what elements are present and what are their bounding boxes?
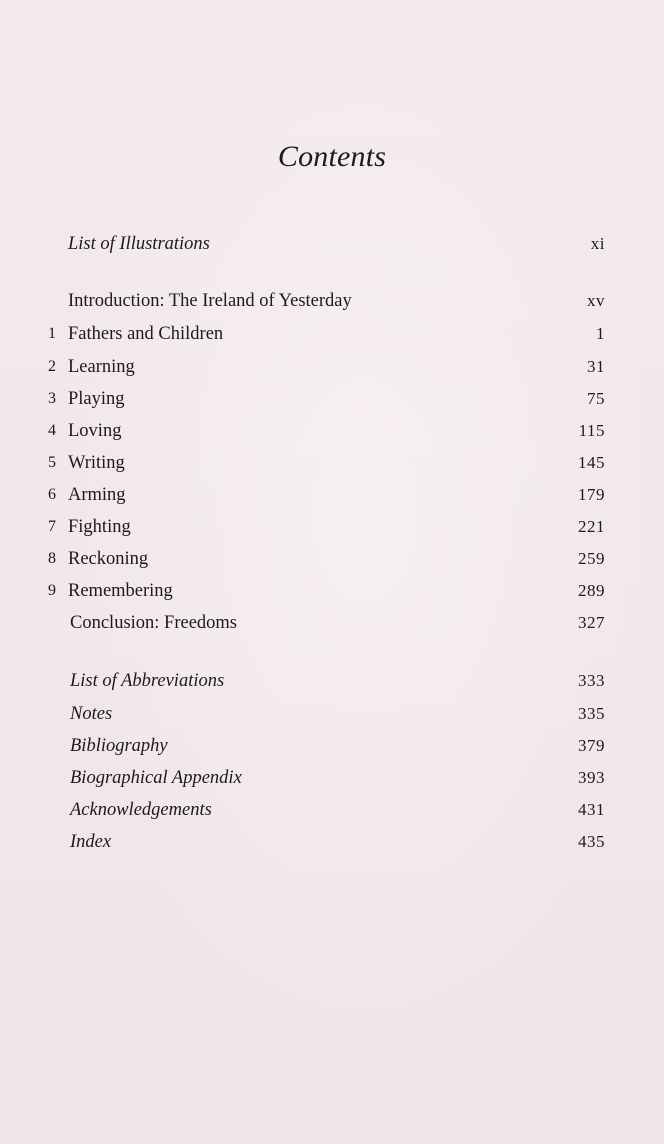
contents-title: Contents — [277, 140, 387, 173]
entry-title: Fathers and Children — [68, 324, 224, 344]
toc-entry — [48, 321, 605, 347]
entry-title: Biographical Appendix — [70, 768, 242, 788]
entry-title: Writing — [68, 453, 125, 473]
toc-entry — [48, 578, 605, 604]
toc-entry — [48, 701, 605, 727]
page-number: xi — [590, 234, 605, 253]
toc-entry — [48, 546, 605, 572]
chapter-number: 6 — [48, 486, 56, 503]
page-number: 179 — [578, 485, 605, 504]
page-number: 221 — [578, 517, 605, 536]
page-number: 333 — [578, 671, 605, 690]
toc-entry — [48, 288, 605, 314]
entry-title: Notes — [70, 704, 113, 724]
page-number: 431 — [578, 800, 605, 819]
entry-title: Remembering — [68, 581, 173, 601]
toc-entry — [48, 514, 605, 540]
toc-entry — [48, 733, 605, 759]
toc-entry — [48, 450, 605, 476]
chapter-number: 4 — [48, 422, 56, 439]
page-number: 1 — [596, 324, 605, 343]
entry-title: List of Abbreviations — [70, 671, 225, 691]
page-number: 145 — [578, 453, 605, 472]
page-number: 393 — [578, 768, 605, 787]
page-number: 289 — [578, 581, 605, 600]
entry-title: List of Illustrations — [68, 234, 210, 254]
entry-title: Loving — [68, 421, 122, 441]
toc-entry — [48, 610, 605, 636]
toc-entry — [48, 765, 605, 791]
page-number: xv — [587, 291, 605, 310]
entry-title: Reckoning — [68, 549, 149, 569]
toc-entry — [48, 797, 605, 823]
entry-title: Arming — [68, 485, 126, 505]
entry-title: Playing — [68, 389, 125, 409]
page-number: 379 — [578, 736, 605, 755]
page-number: 115 — [578, 421, 605, 440]
toc-entry — [48, 482, 605, 508]
chapter-number: 2 — [48, 358, 56, 375]
chapter-number: 7 — [48, 518, 56, 535]
chapter-number: 1 — [48, 325, 56, 342]
toc-entry — [48, 386, 605, 412]
page-number: 435 — [578, 832, 605, 851]
chapter-number: 5 — [48, 454, 56, 471]
chapter-number: 3 — [48, 390, 56, 407]
entry-title: Fighting — [68, 517, 131, 537]
entry-title: Bibliography — [70, 736, 168, 756]
chapter-number: 9 — [48, 582, 56, 599]
entry-title: Index — [70, 832, 112, 852]
entry-title: Conclusion: Freedoms — [70, 613, 238, 633]
toc-entry — [48, 231, 605, 257]
page-number: 75 — [587, 389, 605, 408]
page-number: 335 — [578, 704, 605, 723]
chapter-number: 8 — [48, 550, 56, 567]
entry-title: Acknowledgements — [70, 800, 212, 820]
toc-entry — [48, 354, 605, 380]
page-number: 259 — [578, 549, 605, 568]
toc-entry — [48, 418, 605, 444]
page-number: 31 — [587, 357, 605, 376]
page-number: 327 — [578, 613, 605, 632]
toc-entry — [48, 829, 605, 855]
toc-entry — [48, 668, 605, 694]
entry-title: Learning — [68, 357, 135, 377]
entry-title: Introduction: The Ireland of Yesterday — [68, 291, 352, 311]
